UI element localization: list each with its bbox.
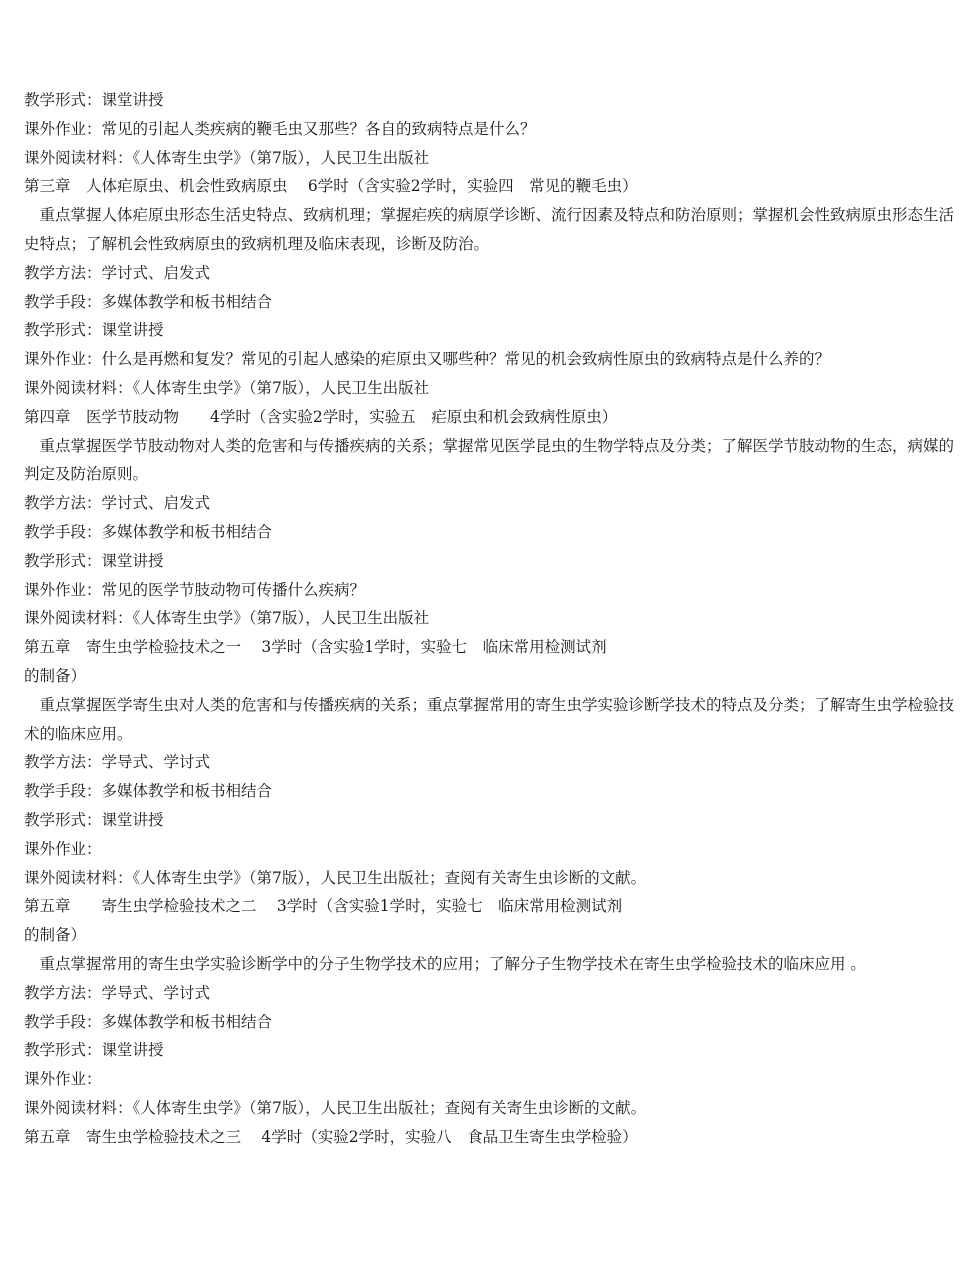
text-line: 的制备）: [24, 666, 87, 685]
text-line: 教学方法：学导式、学讨式: [24, 753, 211, 772]
text-line: 教学手段：多媒体教学和板书相结合: [24, 782, 273, 801]
syllabus-document: [24, 86, 960, 1151]
text-line: 课外阅读材料：《人体寄生虫学》（第7版），人民卫生出版社；查阅有关寄生虫诊断的文献。: [24, 1098, 647, 1117]
text-line: 教学形式：课堂讲授: [24, 1041, 164, 1060]
body-paragraph: 重点掌握医学寄生虫对人类的危害和与传播疾病的关系；重点掌握常用的寄生虫学实验诊断学技术的特点及分类；了解寄生虫学检验技术的临床应用。: [24, 695, 955, 743]
text-line: 教学手段：多媒体教学和板书相结合: [24, 292, 273, 311]
text-line: 课外作业：常见的医学节肢动物可传播什么疾病？: [24, 580, 366, 599]
text-line: 课外阅读材料：《人体寄生虫学》（第7版），人民卫生出版社: [24, 609, 430, 628]
body-paragraph: 重点掌握医学节肢动物对人类的危害和与传播疾病的关系；掌握常见医学昆虫的生物学特点及分类；了解医学节肢动物的生态，病媒的判定及防治原则。: [24, 436, 955, 484]
chapter-heading: 第三章 人体疟原虫、机会性致病原虫 6学时（含实验2学时，实验四 常见的鞭毛虫）: [24, 177, 638, 196]
text-line: 教学手段：多媒体教学和板书相结合: [24, 522, 273, 541]
text-line: 教学方法：学导式、学讨式: [24, 983, 211, 1002]
text-line: 课外作业：: [24, 839, 102, 858]
text-line: 教学形式：课堂讲授: [24, 810, 164, 829]
chapter-heading: 第五章 寄生虫学检验技术之二 3学时（含实验1学时，实验七 临床常用检测试剂: [24, 897, 623, 916]
text-line: 课外作业：什么是再燃和复发？常见的引起人感染的疟原虫又哪些种？常见的机会致病性原虫的致病特点是什么养的？: [24, 350, 831, 369]
text-line: 教学形式：课堂讲授: [24, 91, 164, 109]
text-line: 课外作业：常见的引起人类疾病的鞭毛虫又那些？各自的致病特点是什么？: [24, 119, 536, 138]
text-line: 教学形式：课堂讲授: [24, 321, 164, 340]
text-line: 的制备）: [24, 926, 87, 945]
text-line: 教学手段：多媒体教学和板书相结合: [24, 1012, 273, 1031]
text-line: 课外阅读材料：《人体寄生虫学》（第7版），人民卫生出版社: [24, 148, 430, 167]
body-paragraph: 重点掌握常用的寄生虫学实验诊断学中的分子生物学技术的应用；了解分子生物学技术在寄生虫学检验技术的临床应用 。: [39, 954, 866, 973]
chapter-heading: 第五章 寄生虫学检验技术之三 4学时（实验2学时，实验八 食品卫生寄生虫学检验）: [24, 1127, 638, 1146]
body-paragraph: 重点掌握人体疟原虫形态生活史特点、致病机理；掌握疟疾的病原学诊断、流行因素及特点和防治原则；掌握机会性致病原虫形态生活史特点；了解机会性致病原虫的致病机理及临床表现，诊断及防治。: [24, 206, 955, 253]
text-line: 教学形式：课堂讲授: [24, 551, 164, 570]
text-line: 课外阅读材料：《人体寄生虫学》（第7版），人民卫生出版社；查阅有关寄生虫诊断的文献。: [24, 868, 647, 887]
text-line: 教学方法：学讨式、启发式: [24, 494, 211, 513]
chapter-heading: 第四章 医学节肢动物 4学时（含实验2学时，实验五 疟原虫和机会致病性原虫）: [24, 407, 618, 426]
chapter-heading: 第五章 寄生虫学检验技术之一 3学时（含实验1学时，实验七 临床常用检测试剂: [24, 638, 607, 657]
text-line: 教学方法：学讨式、启发式: [24, 263, 211, 282]
text-line: 课外作业：: [24, 1070, 102, 1089]
text-line: 课外阅读材料：《人体寄生虫学》（第7版），人民卫生出版社: [24, 378, 430, 397]
